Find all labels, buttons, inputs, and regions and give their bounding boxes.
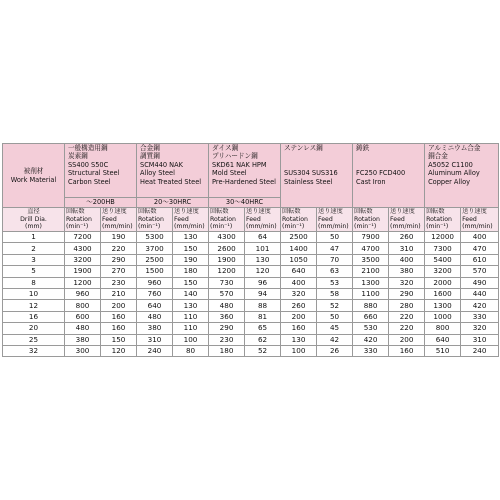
drill-dia-cell: 16 — [3, 311, 65, 322]
rot-jp: 回転数 — [138, 208, 157, 216]
rotation-cell: 2500 — [137, 254, 173, 265]
drill-dia-cell: 8 — [3, 277, 65, 288]
rot-en: Rotation — [138, 215, 164, 223]
table-row — [3, 277, 499, 288]
rotation-cell: 880 — [353, 300, 389, 311]
rotation-cell: 290 — [209, 323, 245, 334]
table-row — [3, 243, 499, 254]
rotation-header — [65, 208, 101, 232]
rotation-cell: 180 — [209, 345, 245, 356]
rotation-cell: 330 — [353, 345, 389, 356]
work-material-jp: 被削材 — [23, 167, 44, 176]
feed-cell: 110 — [173, 311, 209, 322]
feed-unit: (mm/min) — [390, 223, 421, 231]
drill-dia-cell: 25 — [3, 334, 65, 345]
feed-cell: 81 — [245, 311, 281, 322]
rotation-cell: 12000 — [425, 232, 461, 243]
feed-cell: 63 — [317, 266, 353, 277]
rot-en: Rotation — [210, 215, 236, 223]
feed-cell: 220 — [389, 323, 425, 334]
rotation-cell: 1200 — [209, 266, 245, 277]
feed-cell: 310 — [389, 243, 425, 254]
material-structural-steel — [65, 144, 137, 198]
rotation-cell: 200 — [281, 311, 317, 322]
rotation-cell: 380 — [137, 323, 173, 334]
feed-cell: 50 — [317, 311, 353, 322]
feed-cell: 220 — [389, 311, 425, 322]
rotation-cell: 130 — [281, 334, 317, 345]
rotation-cell: 530 — [353, 323, 389, 334]
rotation-cell: 320 — [281, 288, 317, 299]
rotation-header — [353, 208, 389, 232]
rotation-cell: 1050 — [281, 254, 317, 265]
feed-cell: 220 — [101, 243, 137, 254]
feed-en: Feed — [462, 215, 477, 223]
feed-cell: 58 — [317, 288, 353, 299]
rot-jp: 回転数 — [66, 208, 85, 216]
rotation-cell: 1900 — [209, 254, 245, 265]
dia-jp: 直径 — [27, 208, 40, 216]
rot-unit: (min⁻¹) — [66, 223, 89, 231]
rotation-cell: 640 — [281, 266, 317, 277]
feed-en: Feed — [102, 215, 117, 223]
feed-cell: 110 — [173, 323, 209, 334]
rotation-cell: 380 — [65, 334, 101, 345]
table-row — [3, 311, 499, 322]
feed-unit: (mm/min) — [174, 223, 205, 231]
table-row — [3, 345, 499, 356]
table-row — [3, 323, 499, 334]
rotation-cell: 1300 — [425, 300, 461, 311]
feed-cell: 140 — [173, 288, 209, 299]
rotation-cell: 160 — [281, 323, 317, 334]
feed-cell: 270 — [101, 266, 137, 277]
rotation-cell: 400 — [281, 277, 317, 288]
feed-cell: 65 — [245, 323, 281, 334]
material-en3: Pre-Hardened Steel — [212, 177, 276, 186]
feed-cell: 45 — [317, 323, 353, 334]
feed-cell: 190 — [101, 232, 137, 243]
material-jp1: ダイス鋼 — [212, 144, 239, 152]
material-en1: A5052 C1100 — [428, 160, 473, 169]
feed-en: Feed — [390, 215, 405, 223]
feed-cell: 160 — [389, 345, 425, 356]
drill-dia-cell: 12 — [3, 300, 65, 311]
drill-dia-cell: 10 — [3, 288, 65, 299]
feed-cell: 64 — [245, 232, 281, 243]
rotation-cell: 730 — [209, 277, 245, 288]
feed-cell: 96 — [245, 277, 281, 288]
rot-en: Rotation — [354, 215, 380, 223]
rotation-cell: 100 — [281, 345, 317, 356]
material-en1: SS400 S50C — [68, 160, 109, 169]
rotation-cell: 4300 — [209, 232, 245, 243]
feed-cell: 52 — [245, 345, 281, 356]
feed-cell: 490 — [461, 277, 499, 288]
material-jp1: ステンレス鋼 — [284, 144, 323, 152]
drill-dia-cell: 32 — [3, 345, 65, 356]
material-jp1: 一般構造用鋼 — [68, 144, 108, 152]
feed-cell: 42 — [317, 334, 353, 345]
table-row — [3, 300, 499, 311]
feed-cell: 70 — [317, 254, 353, 265]
rot-unit: (min⁻¹) — [354, 223, 377, 231]
drill-dia-cell: 20 — [3, 323, 65, 334]
feed-header — [173, 208, 209, 232]
rot-unit: (min⁻¹) — [210, 223, 233, 231]
material-en1: SUS304 SUS316 — [284, 169, 338, 178]
feed-cell: 260 — [389, 232, 425, 243]
material-en1: FC250 FCD400 — [356, 169, 406, 178]
material-en1: SCM440 NAK — [140, 160, 183, 169]
material-en3: Copper Alloy — [428, 177, 471, 186]
material-cast-iron — [353, 144, 425, 208]
rotation-cell: 3200 — [65, 254, 101, 265]
table-row — [3, 334, 499, 345]
feed-cell: 52 — [317, 300, 353, 311]
rotation-header — [137, 208, 173, 232]
drill-dia-cell: 1 — [3, 232, 65, 243]
feed-cell: 210 — [101, 288, 137, 299]
feed-cell: 150 — [101, 334, 137, 345]
rotation-cell: 4300 — [65, 243, 101, 254]
feed-cell: 160 — [101, 323, 137, 334]
feed-cell: 150 — [173, 277, 209, 288]
feed-cell: 420 — [461, 300, 499, 311]
drill-dia-header — [3, 208, 65, 232]
feed-en: Feed — [246, 215, 261, 223]
feed-unit: (mm/min) — [102, 223, 133, 231]
feed-en: Feed — [174, 215, 189, 223]
material-en3: Carbon Steel — [68, 177, 111, 186]
feed-cell: 80 — [173, 345, 209, 356]
material-en2: Cast Iron — [356, 177, 386, 186]
material-jp2: 炭素鋼 — [68, 152, 88, 161]
rotation-cell: 1400 — [281, 243, 317, 254]
rotation-cell: 640 — [137, 300, 173, 311]
feed-unit: (mm/min) — [462, 223, 493, 231]
feed-header — [461, 208, 499, 232]
hardness-alloy-steel: 20～30HRC — [137, 198, 209, 208]
rotation-cell: 310 — [137, 334, 173, 345]
feed-cell: 101 — [245, 243, 281, 254]
material-spacer — [356, 161, 423, 169]
feed-cell: 130 — [245, 254, 281, 265]
rotation-cell: 760 — [137, 288, 173, 299]
feed-cell: 290 — [389, 288, 425, 299]
rotation-cell: 3700 — [137, 243, 173, 254]
feed-cell: 230 — [101, 277, 137, 288]
feed-cell: 160 — [101, 311, 137, 322]
feed-cell: 400 — [389, 254, 425, 265]
rotation-cell: 800 — [425, 323, 461, 334]
material-jp1: 鋳鉄 — [356, 144, 370, 152]
rotation-cell: 240 — [137, 345, 173, 356]
feed-cell: 88 — [245, 300, 281, 311]
feed-cell: 47 — [317, 243, 353, 254]
rotation-cell: 480 — [65, 323, 101, 334]
feed-jp: 送り速度 — [246, 208, 271, 216]
feed-cell: 610 — [461, 254, 499, 265]
work-material-header — [3, 144, 65, 208]
rotation-cell: 510 — [425, 345, 461, 356]
rot-en: Rotation — [282, 215, 308, 223]
table-row — [3, 232, 499, 243]
material-en2: Structural Steel — [68, 169, 120, 178]
rotation-cell: 600 — [65, 311, 101, 322]
material-jp2: プリハードン鋼 — [212, 152, 258, 161]
rotation-header — [425, 208, 461, 232]
material-mold-steel — [209, 144, 281, 198]
rot-jp: 回転数 — [354, 208, 373, 216]
rotation-cell: 960 — [137, 277, 173, 288]
material-jp2: 調質鋼 — [140, 152, 160, 161]
material-jp1: アルミニウム合金 — [428, 144, 481, 152]
rotation-cell: 230 — [209, 334, 245, 345]
feed-cell: 120 — [245, 266, 281, 277]
feed-cell: 130 — [173, 232, 209, 243]
feed-cell: 94 — [245, 288, 281, 299]
table-row — [3, 254, 499, 265]
rotation-cell: 640 — [425, 334, 461, 345]
rot-en: Rotation — [66, 215, 92, 223]
rotation-cell: 300 — [65, 345, 101, 356]
feed-jp: 送り速度 — [390, 208, 415, 216]
rot-jp: 回転数 — [282, 208, 301, 216]
material-spacer — [284, 161, 351, 169]
feed-header — [389, 208, 425, 232]
feed-cell: 50 — [317, 232, 353, 243]
rotation-cell: 1200 — [65, 277, 101, 288]
rotation-cell: 7900 — [353, 232, 389, 243]
rotation-cell: 1600 — [425, 288, 461, 299]
rot-jp: 回転数 — [210, 208, 229, 216]
material-en1: SKD61 NAK HPM — [212, 160, 267, 169]
material-en2: Mold Steel — [212, 169, 247, 178]
rot-unit: (min⁻¹) — [282, 223, 305, 231]
feed-cell: 180 — [173, 266, 209, 277]
feed-cell: 200 — [101, 300, 137, 311]
hardness-structural-steel: ～200HB — [65, 198, 137, 208]
feed-cell: 470 — [461, 243, 499, 254]
rot-jp: 回転数 — [426, 208, 445, 216]
rot-en: Rotation — [426, 215, 452, 223]
feed-jp: 送り速度 — [462, 208, 487, 216]
rot-unit: (min⁻¹) — [138, 223, 161, 231]
feed-cell: 130 — [173, 300, 209, 311]
rotation-cell: 2500 — [281, 232, 317, 243]
rotation-cell: 260 — [281, 300, 317, 311]
rot-unit: (min⁻¹) — [426, 223, 449, 231]
data-body — [3, 232, 499, 357]
dia-unit: (mm) — [25, 223, 42, 231]
material-en2: Aluminum Alloy — [428, 169, 480, 178]
rotation-cell: 2000 — [425, 277, 461, 288]
feed-cell: 380 — [389, 266, 425, 277]
rotation-cell: 960 — [65, 288, 101, 299]
feed-cell: 62 — [245, 334, 281, 345]
rotation-cell: 3200 — [425, 266, 461, 277]
rotation-cell: 1500 — [137, 266, 173, 277]
rotation-cell: 360 — [209, 311, 245, 322]
rotation-cell: 7200 — [65, 232, 101, 243]
material-en3: Heat Treated Steel — [140, 177, 202, 186]
feed-jp: 送り速度 — [174, 208, 199, 216]
material-alloy-steel — [137, 144, 209, 198]
feed-unit: (mm/min) — [246, 223, 277, 231]
feed-jp: 送り速度 — [318, 208, 343, 216]
feed-header — [317, 208, 353, 232]
feed-cell: 100 — [173, 334, 209, 345]
feed-cell: 150 — [173, 243, 209, 254]
feed-cell: 26 — [317, 345, 353, 356]
rotation-cell: 1900 — [65, 266, 101, 277]
rotation-cell: 480 — [209, 300, 245, 311]
rotation-cell: 3500 — [353, 254, 389, 265]
feed-cell: 570 — [461, 266, 499, 277]
dia-en: Drill Dia. — [20, 215, 47, 223]
material-header-row — [3, 144, 499, 198]
rotation-cell: 800 — [65, 300, 101, 311]
rotation-cell: 570 — [209, 288, 245, 299]
rotation-cell: 1000 — [425, 311, 461, 322]
material-jp1: 合金鋼 — [140, 144, 160, 152]
material-en2: Alloy Steel — [140, 169, 175, 178]
material-spacer — [284, 152, 351, 160]
drill-dia-cell: 2 — [3, 243, 65, 254]
feed-cell: 320 — [461, 323, 499, 334]
cutting-conditions-table — [2, 143, 499, 357]
feed-header — [101, 208, 137, 232]
feed-cell: 240 — [461, 345, 499, 356]
rotation-cell: 420 — [353, 334, 389, 345]
work-material-en: Work Material — [10, 175, 57, 184]
material-en2: Stainless Steel — [284, 177, 333, 186]
rotation-header — [281, 208, 317, 232]
rotation-cell: 2600 — [209, 243, 245, 254]
material-stainless-steel — [281, 144, 353, 208]
feed-jp: 送り速度 — [102, 208, 127, 216]
material-spacer — [356, 152, 423, 160]
drill-dia-cell: 3 — [3, 254, 65, 265]
rotation-cell: 4700 — [353, 243, 389, 254]
rotation-cell: 5400 — [425, 254, 461, 265]
drill-dia-cell: 5 — [3, 266, 65, 277]
feed-cell: 280 — [389, 300, 425, 311]
hardness-mold-steel: 30～40HRC — [209, 198, 281, 208]
rotation-header — [209, 208, 245, 232]
feed-cell: 200 — [389, 334, 425, 345]
feed-cell: 190 — [173, 254, 209, 265]
rotation-cell: 2100 — [353, 266, 389, 277]
feed-header — [245, 208, 281, 232]
rotation-cell: 1100 — [353, 288, 389, 299]
rotation-cell: 7300 — [425, 243, 461, 254]
feed-cell: 400 — [461, 232, 499, 243]
material-aluminum-alloy — [425, 144, 499, 208]
feed-unit: (mm/min) — [318, 223, 349, 231]
rotation-cell: 660 — [353, 311, 389, 322]
feed-cell: 53 — [317, 277, 353, 288]
rotation-cell: 1300 — [353, 277, 389, 288]
feed-cell: 440 — [461, 288, 499, 299]
feed-cell: 310 — [461, 334, 499, 345]
column-header-row — [3, 208, 499, 232]
feed-cell: 330 — [461, 311, 499, 322]
feed-en: Feed — [318, 215, 333, 223]
table-row — [3, 266, 499, 277]
feed-cell: 120 — [101, 345, 137, 356]
rotation-cell: 480 — [137, 311, 173, 322]
rotation-cell: 5300 — [137, 232, 173, 243]
table-row — [3, 288, 499, 299]
feed-cell: 320 — [389, 277, 425, 288]
material-jp2: 銅合金 — [428, 152, 448, 161]
feed-cell: 290 — [101, 254, 137, 265]
